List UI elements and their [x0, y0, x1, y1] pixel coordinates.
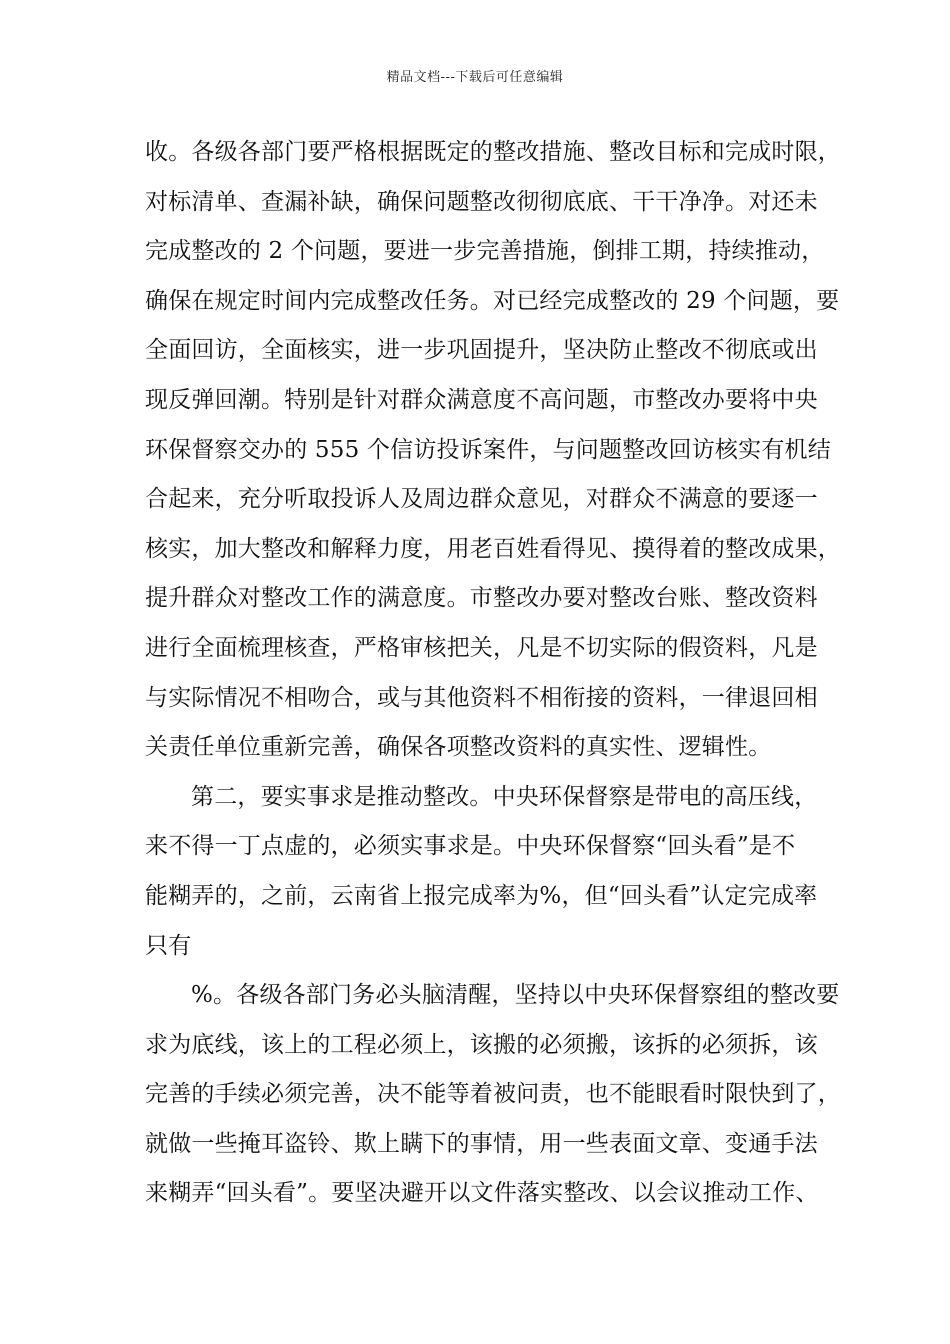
text-line: 现反弹回潮。特别是针对群众满意度不高问题，市整改办要将中央	[145, 386, 818, 413]
page-header: 精品文档---下载后可任意编辑	[386, 70, 564, 85]
text-line: 全面回访，全面核实，进一步巩固提升，坚决防止整改不彻底或出	[145, 337, 818, 364]
text-line: 就做一些掩耳盗铃、欺上瞒下的事情，用一些表面文章、变通手法	[145, 1130, 818, 1157]
text-line: 完成整改的 2 个问题，要进一步完善措施，倒排工期，持续推动，	[145, 238, 825, 265]
text-line: 求为底线，该上的工程必须上，该搬的必须搬，该拆的必须拆，该	[145, 1031, 818, 1058]
text-line: 收。各级各部门要严格根据既定的整改措施、整改目标和完成时限，	[145, 139, 841, 165]
text-line: 来糊弄“回头看”。要坚决避开以文件落实整改、以会议推动工作、	[145, 1180, 819, 1207]
text-line: 合起来，充分听取投诉人及周边群众意见，对群众不满意的要逐一	[145, 486, 818, 513]
text-line: 能糊弄的，之前，云南省上报完成率为%，但“回头看”认定完成率	[145, 882, 818, 909]
text-line: 环保督察交办的 555 个信访投诉案件，与问题整改回访核实有机结	[145, 436, 831, 463]
text-line: 只有	[145, 932, 192, 959]
document-body	[145, 128, 841, 1219]
text-line: 进行全面梳理核查，严格审核把关，凡是不切实际的假资料，凡是	[145, 634, 818, 661]
text-line: 提升群众对整改工作的满意度。市整改办要对整改台账、整改资料	[145, 585, 818, 612]
text-line: 确保在规定时间内完成整改任务。对已经完成整改的 29 个问题，要	[145, 287, 840, 314]
paragraph-start-line: 第二，要实事求是推动整改。中央环保督察是带电的高压线，	[191, 783, 818, 810]
text-line: 核实，加大整改和解释力度，用老百姓看得见、摸得着的整改成果，	[145, 535, 841, 562]
text-line: 来不得一丁点虚的，必须实事求是。中央环保督察“回头看”是不	[145, 833, 796, 860]
text-line: 与实际情况不相吻合，或与其他资料不相衔接的资料，一律退回相	[145, 684, 818, 711]
text-line: 完善的手续必须完善，决不能等着被问责，也不能眼看时限快到了，	[145, 1081, 841, 1108]
text-line: 对标清单、查漏补缺，确保问题整改彻彻底底、干干净净。对还未	[145, 188, 818, 215]
text-line: 关责任单位重新完善，确保各项整改资料的真实性、逻辑性。	[145, 734, 772, 761]
paragraph-start-line: %。各级各部门务必头脑清醒，坚持以中央环保督察组的整改要	[191, 982, 840, 1009]
